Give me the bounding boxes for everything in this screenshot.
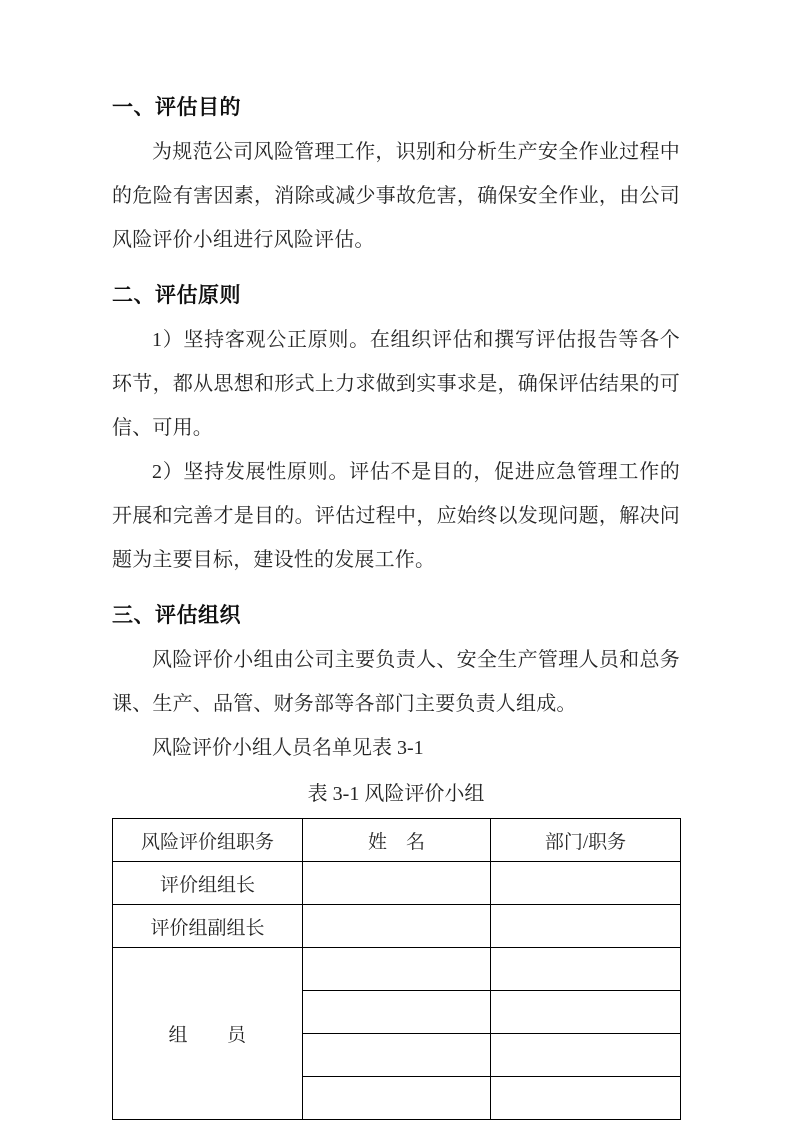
section-2-paragraph-1: 1）坚持客观公正原则。在组织评估和撰写评估报告等各个环节，都从思想和形式上力求做到实事求是，确保评估结果的可信、可用。 — [112, 329, 680, 439]
row-dept-deputy-leader[interactable] — [491, 905, 681, 948]
table-row — [113, 948, 681, 991]
row-dept-member-1[interactable] — [491, 948, 681, 991]
section-1-paragraph-1: 为规范公司风险管理工作，识别和分析生产安全作业过程中的危险有害因素，消除或减少事故危害，确保安全作业，由公司风险评价小组进行风险评估。 — [112, 141, 680, 251]
table-header-row — [113, 819, 681, 862]
row-name-member-3[interactable] — [303, 1034, 491, 1077]
row-dept-member-4[interactable] — [491, 1077, 681, 1120]
row-dept-leader[interactable] — [491, 862, 681, 905]
section-3-paragraph-1: 风险评价小组由公司主要负责人、安全生产管理人员和总务课、生产、品管、财务部等各部门主要负责人组成。 — [112, 649, 680, 715]
table-header-name: 姓 名 — [303, 819, 491, 862]
row-name-deputy-leader[interactable] — [303, 905, 491, 948]
row-dept-member-3[interactable] — [491, 1034, 681, 1077]
section-heading-1: 一、评估目的 — [112, 95, 241, 119]
row-role-deputy-leader: 评价组副组长 — [113, 905, 303, 948]
section-heading-3: 三、评估组织 — [112, 603, 241, 627]
row-name-member-4[interactable] — [303, 1077, 491, 1120]
row-name-member-2[interactable] — [303, 991, 491, 1034]
section-3-table-reference: 风险评价小组人员名单见表 3-1 — [152, 737, 424, 759]
row-dept-member-2[interactable] — [491, 991, 681, 1034]
row-name-leader[interactable] — [303, 862, 491, 905]
row-role-members: 组 员 — [113, 948, 303, 1120]
table-header-dept: 部门/职务 — [491, 819, 681, 862]
table-row — [113, 862, 681, 905]
row-role-leader: 评价组组长 — [113, 862, 303, 905]
section-heading-2: 二、评估原则 — [112, 283, 241, 307]
section-2-paragraph-2: 2）坚持发展性原则。评估不是目的，促进应急管理工作的开展和完善才是目的。评估过程中，应始终以发现问题，解决问题为主要目标，建设性的发展工作。 — [112, 461, 680, 571]
table-header-role: 风险评价组职务 — [113, 819, 303, 862]
document-content — [112, 90, 680, 1120]
risk-assessment-team-table — [112, 818, 681, 1120]
row-name-member-1[interactable] — [303, 948, 491, 991]
table-row — [113, 905, 681, 948]
table-caption: 表 3-1 风险评价小组 — [307, 783, 485, 805]
